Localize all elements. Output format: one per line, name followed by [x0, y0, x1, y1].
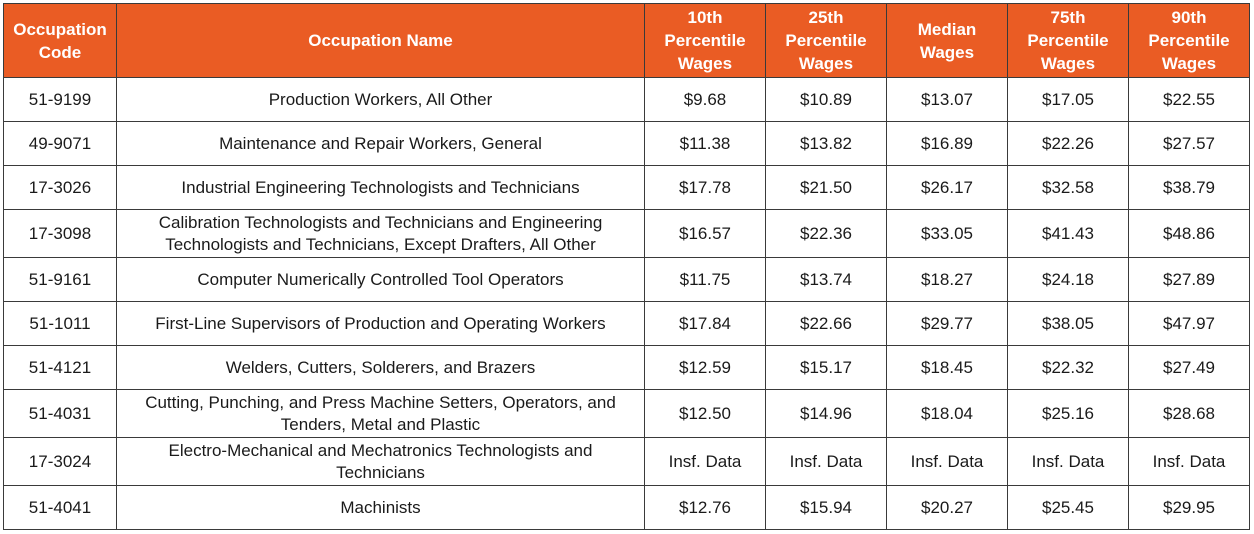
cell-90th-percentile: $29.95: [1129, 486, 1250, 530]
cell-90th-percentile: $48.86: [1129, 210, 1250, 258]
cell-25th-percentile: $21.50: [766, 166, 887, 210]
cell-90th-percentile: $22.55: [1129, 78, 1250, 122]
cell-occupation-name: Production Workers, All Other: [117, 78, 645, 122]
cell-90th-percentile: $27.89: [1129, 258, 1250, 302]
cell-occupation-code: 51-9199: [4, 78, 117, 122]
cell-median: Insf. Data: [887, 438, 1008, 486]
table-row: [4, 438, 1250, 486]
cell-occupation-name: Machinists: [117, 486, 645, 530]
cell-median: $26.17: [887, 166, 1008, 210]
cell-occupation-name: Welders, Cutters, Solderers, and Brazers: [117, 346, 645, 390]
cell-25th-percentile: $10.89: [766, 78, 887, 122]
table-row: [4, 122, 1250, 166]
cell-25th-percentile: $13.82: [766, 122, 887, 166]
table-row: [4, 78, 1250, 122]
cell-75th-percentile: $41.43: [1008, 210, 1129, 258]
cell-occupation-code: 17-3024: [4, 438, 117, 486]
table-row: [4, 486, 1250, 530]
cell-75th-percentile: $17.05: [1008, 78, 1129, 122]
cell-10th-percentile: $11.75: [645, 258, 766, 302]
header-10th-percentile: 10th Percentile Wages: [645, 4, 766, 78]
cell-10th-percentile: Insf. Data: [645, 438, 766, 486]
cell-occupation-code: 49-9071: [4, 122, 117, 166]
cell-occupation-name: Cutting, Punching, and Press Machine Setters, Operators, and Tenders, Metal and Plastic: [117, 390, 645, 438]
cell-median: $18.04: [887, 390, 1008, 438]
cell-median: $18.27: [887, 258, 1008, 302]
cell-90th-percentile: $38.79: [1129, 166, 1250, 210]
table-row: [4, 346, 1250, 390]
header-90th-percentile: 90th Percentile Wages: [1129, 4, 1250, 78]
cell-25th-percentile: $15.94: [766, 486, 887, 530]
wage-table: [3, 3, 1250, 530]
cell-median: $18.45: [887, 346, 1008, 390]
cell-occupation-code: 17-3098: [4, 210, 117, 258]
cell-75th-percentile: $24.18: [1008, 258, 1129, 302]
cell-75th-percentile: $25.45: [1008, 486, 1129, 530]
cell-75th-percentile: $22.32: [1008, 346, 1129, 390]
cell-10th-percentile: $17.84: [645, 302, 766, 346]
cell-90th-percentile: $27.49: [1129, 346, 1250, 390]
cell-75th-percentile: $22.26: [1008, 122, 1129, 166]
cell-occupation-code: 51-9161: [4, 258, 117, 302]
cell-75th-percentile: $38.05: [1008, 302, 1129, 346]
table-row: [4, 166, 1250, 210]
table-row: [4, 210, 1250, 258]
cell-25th-percentile: Insf. Data: [766, 438, 887, 486]
cell-occupation-name: First-Line Supervisors of Production and Operating Workers: [117, 302, 645, 346]
cell-10th-percentile: $11.38: [645, 122, 766, 166]
cell-90th-percentile: $28.68: [1129, 390, 1250, 438]
cell-occupation-code: 51-4041: [4, 486, 117, 530]
cell-occupation-name: Electro-Mechanical and Mechatronics Technologists and Technicians: [117, 438, 645, 486]
cell-10th-percentile: $12.59: [645, 346, 766, 390]
table-row: [4, 302, 1250, 346]
cell-90th-percentile: $27.57: [1129, 122, 1250, 166]
cell-25th-percentile: $14.96: [766, 390, 887, 438]
cell-10th-percentile: $17.78: [645, 166, 766, 210]
header-25th-percentile: 25th Percentile Wages: [766, 4, 887, 78]
cell-median: $29.77: [887, 302, 1008, 346]
cell-occupation-code: 17-3026: [4, 166, 117, 210]
cell-10th-percentile: $16.57: [645, 210, 766, 258]
header-median: Median Wages: [887, 4, 1008, 78]
cell-occupation-name: Computer Numerically Controlled Tool Operators: [117, 258, 645, 302]
header-occupation-code: Occupation Code: [4, 4, 117, 78]
table-row: [4, 258, 1250, 302]
cell-90th-percentile: Insf. Data: [1129, 438, 1250, 486]
cell-25th-percentile: $22.66: [766, 302, 887, 346]
cell-10th-percentile: $12.76: [645, 486, 766, 530]
cell-75th-percentile: $32.58: [1008, 166, 1129, 210]
header-occupation-name: Occupation Name: [117, 4, 645, 78]
table-row: [4, 390, 1250, 438]
cell-occupation-code: 51-1011: [4, 302, 117, 346]
cell-occupation-code: 51-4121: [4, 346, 117, 390]
cell-25th-percentile: $13.74: [766, 258, 887, 302]
cell-90th-percentile: $47.97: [1129, 302, 1250, 346]
cell-occupation-code: 51-4031: [4, 390, 117, 438]
cell-75th-percentile: Insf. Data: [1008, 438, 1129, 486]
cell-median: $33.05: [887, 210, 1008, 258]
cell-occupation-name: Maintenance and Repair Workers, General: [117, 122, 645, 166]
cell-occupation-name: Calibration Technologists and Technicians and Engineering Technologists and Technicians, Except Drafters, All Other: [117, 210, 645, 258]
cell-median: $16.89: [887, 122, 1008, 166]
cell-25th-percentile: $22.36: [766, 210, 887, 258]
cell-10th-percentile: $12.50: [645, 390, 766, 438]
cell-10th-percentile: $9.68: [645, 78, 766, 122]
cell-occupation-name: Industrial Engineering Technologists and Technicians: [117, 166, 645, 210]
cell-75th-percentile: $25.16: [1008, 390, 1129, 438]
cell-25th-percentile: $15.17: [766, 346, 887, 390]
cell-median: $13.07: [887, 78, 1008, 122]
header-75th-percentile: 75th Percentile Wages: [1008, 4, 1129, 78]
table-header-row: [4, 4, 1250, 78]
cell-median: $20.27: [887, 486, 1008, 530]
